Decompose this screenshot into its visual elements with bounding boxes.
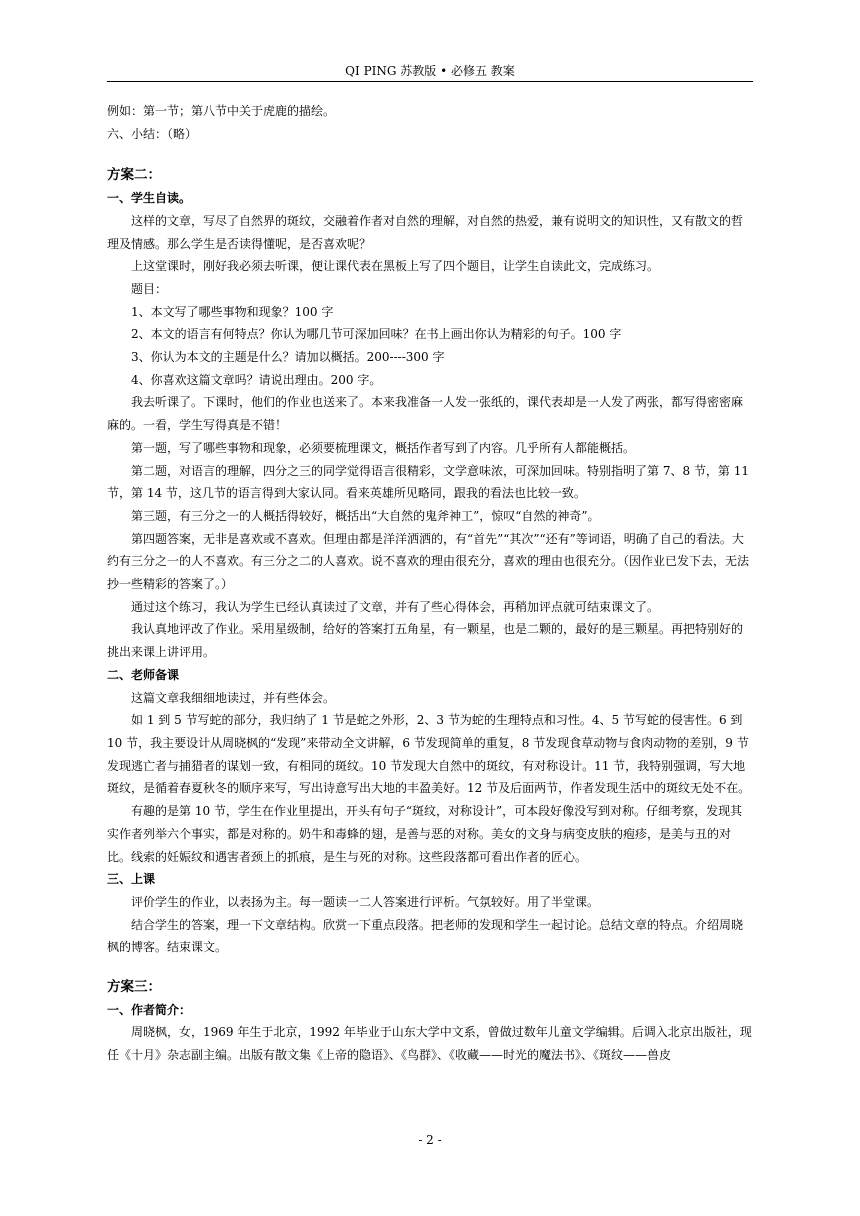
paragraph: 结合学生的答案，理一下文章结构。欣赏一下重点段落。把老师的发现和学生一起讨论。总结文章的特点。介绍周晓枫的博客。结束课文。 bbox=[107, 917, 744, 955]
spacer bbox=[107, 959, 754, 976]
paragraph: 第二题，对语言的理解，四分之三的同学觉得语言很精彩，文学意味浓，可深加回味。特别指明了第 7、8 节，第 11 节，第 14 节，这几节的语言得到大家认同。看来英雄所见略同，跟我的看法也比较一致。 bbox=[107, 463, 749, 501]
paragraph: 通过这个练习，我认为学生已经认真读过了文章，并有了些心得体会，再稍加评点就可结束课文了。 bbox=[131, 599, 660, 614]
plan2-title: 方案二： bbox=[107, 167, 161, 184]
page-number: - 2 - bbox=[418, 1133, 442, 1147]
header-rule bbox=[107, 81, 753, 82]
paragraph: 我认真地评改了作业。采用星级制，给好的答案打五角星，有一颗星，也是二颗的，最好的是三颗星。再把特别好的挑出来课上讲评用。 bbox=[107, 622, 744, 660]
paragraph: 我去听课了。下课时，他们的作业也送来了。本来我准备一人发一张纸的，课代表却是一人发了两张，都写得密密麻麻的。一看，学生写得真是不错！ bbox=[107, 395, 744, 433]
paragraph: 第三题，有三分之一的人概括得较好，概括出“大自然的鬼斧神工”，惊叹“自然的神奇”。 bbox=[131, 508, 600, 523]
summary-line: 六、小结：（略） bbox=[107, 126, 198, 141]
page-content bbox=[107, 100, 754, 1067]
plan3-title: 方案三： bbox=[107, 979, 161, 996]
question-2: 2、本文的语言有何特点？你认为哪几节可深加回味？在书上画出你认为精彩的句子。100 字 bbox=[131, 327, 622, 342]
paragraph: 如 1 到 5 节写蛇的部分，我归纳了 1 节是蛇之外形，2、3 节为蛇的生理特点和习性。4、5 节写蛇的侵害性。6 到 10 节，我主要设计从周晓枫的“发现”来带动全文讲解，6 节发现简单的重复，8 节发现食草动物与食肉动物的差别，9 节发现逃亡者与捕猎者的谋划一致，有相同的斑纹。10 节发现大自然中的斑纹，有对称设计。11 节，我特别强调，写大地斑纹，是循着春夏秋冬的顺序来写，写出诗意写出大地的丰盈美好。12 节及后面两节，作者发现生活中的斑纹无处不在。 bbox=[107, 713, 751, 796]
paragraph: 第四题答案，无非是喜欢或不喜欢。但理由都是洋洋洒洒的，有“首先”“其次”“还有”等词语，明确了自己的看法。大约有三分之一的人不喜欢。有三分之二的人喜欢。说不喜欢的理由很充分，喜欢的理由也很充分。（因作业已发下去，无法抄一些精彩的答案了。） bbox=[107, 531, 750, 592]
spacer bbox=[107, 145, 754, 164]
question-1: 1、本文写了哪些事物和现象？100 字 bbox=[131, 304, 334, 319]
paragraph: 有趣的是第 10 节，学生在作业里提出，开头有句子“斑纹，对称设计”，可本段好像没写到对称。仔细考察，发现其实作者列举六个事实，都是对称的。奶牛和毒蜂的翅，是善与恶的对称。美女的文身与病变皮肤的疱疹，是美与丑的对比。线索的妊娠纹和遇害者颈上的抓痕，是生与死的对称。这些段落都可看出作者的匠心。 bbox=[107, 804, 743, 864]
page-header: QI PING 苏教版 • 必修五 教案 bbox=[345, 64, 515, 78]
plan2-section3-heading: 三、上课 bbox=[107, 872, 156, 887]
plan3-section1-heading: 一、作者简介： bbox=[107, 1002, 192, 1017]
paragraph: 这篇文章我细细地读过，并有些体会。 bbox=[131, 690, 336, 705]
question-3: 3、你认为本文的主题是什么？请加以概括。200----300 字 bbox=[131, 350, 445, 365]
plan2-section1-heading: 一、学生自读。 bbox=[107, 191, 192, 206]
paragraph: 评价学生的作业，以表扬为主。每一题读一二人答案进行评析。气氛较好。用了半堂课。 bbox=[131, 894, 600, 909]
question-4: 4、你喜欢这篇文章吗？请说出理由。200 字。 bbox=[131, 372, 382, 387]
topics-label: 题目： bbox=[131, 281, 168, 296]
paragraph: 第一题，写了哪些事物和现象，必须要梳理课文，概括作者写到了内容。几乎所有人都能概括。 bbox=[131, 440, 636, 455]
paragraph: 上这堂课时，刚好我必须去听课，便让课代表在黑板上写了四个题目，让学生自读此文，完成练习。 bbox=[131, 259, 660, 274]
example-line: 例如：第一节；第八节中关于虎鹿的描绘。 bbox=[107, 104, 336, 118]
plan2-section2-heading: 二、老师备课 bbox=[107, 667, 180, 682]
paragraph: 这样的文章，写尽了自然界的斑纹，交融着作者对自然的理解，对自然的热爱，兼有说明文的知识性，又有散文的哲理及情感。那么学生是否读得懂呢，是否喜欢呢？ bbox=[107, 213, 744, 251]
paragraph: 周晓枫，女，1969 年生于北京，1992 年毕业于山东大学中文系，曾做过数年儿童文学编辑。后调入北京出版社，现任《十月》杂志副主编。出版有散文集《上帝的隐语》、《鸟群》、《收藏——时光的魔法书》、《斑纹——兽皮 bbox=[107, 1025, 752, 1063]
